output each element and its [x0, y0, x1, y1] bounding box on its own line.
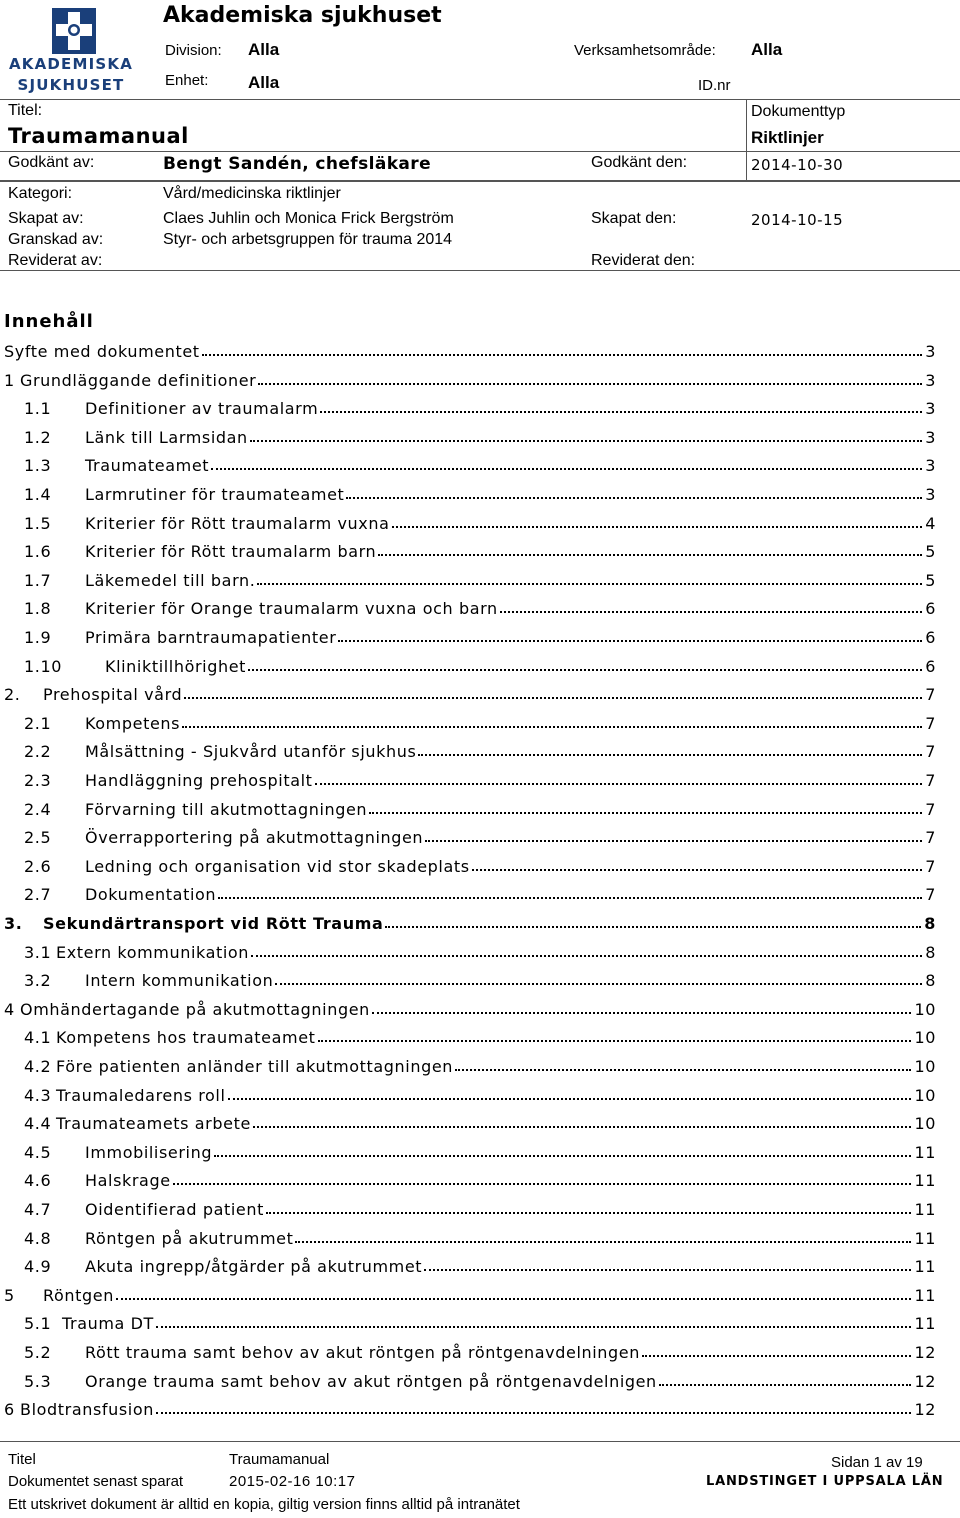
- toc-entry[interactable]: [24, 623, 936, 647]
- toc-entry-title: Rött trauma samt behov av akut röntgen på röntgenavdelningen: [85, 1343, 640, 1362]
- toc-entry-title: Kliniktillhörighet: [105, 656, 247, 676]
- toc-leader-dots: [346, 497, 922, 499]
- toc-entry-number: 1: [4, 370, 15, 390]
- toc-entry[interactable]: [4, 1281, 936, 1305]
- toc-entry[interactable]: [24, 823, 936, 847]
- toc-entry[interactable]: [24, 480, 936, 504]
- toc-entry[interactable]: [4, 337, 936, 361]
- toc-leader-dots: [425, 840, 922, 842]
- logo-text-line1: AKADEMISKA: [8, 55, 134, 73]
- toc-leader-dots: [251, 955, 922, 957]
- toc-entry-number: 1.2: [24, 427, 52, 447]
- footer-titel-label: Titel: [8, 1451, 36, 1468]
- division-label: Division:: [165, 42, 222, 59]
- toc-entry-number: 3.1: [24, 942, 52, 962]
- toc-entry[interactable]: [24, 1252, 936, 1276]
- toc-entry[interactable]: [24, 1367, 936, 1391]
- toc-entry[interactable]: [24, 1224, 936, 1248]
- toc-leader-dots: [642, 1355, 911, 1357]
- toc-entry[interactable]: [24, 1023, 936, 1047]
- toc-entry-number: 4.8: [24, 1228, 52, 1248]
- toc-entry-title: Läkemedel till barn.: [85, 570, 256, 590]
- toc-entry-page: 5: [925, 570, 936, 590]
- toc-leader-dots: [257, 583, 922, 585]
- toc-entry-title: Kriterier för Rött traumalarm vuxna: [85, 513, 390, 533]
- toc-entry-title: Extern kommunikation: [56, 942, 250, 962]
- toc-leader-dots: [369, 812, 922, 814]
- toc-entry[interactable]: [24, 652, 936, 676]
- toc-entry-number: 1.3: [24, 456, 52, 476]
- header-divider-3: [0, 180, 960, 182]
- toc-leader-dots: [184, 697, 922, 699]
- toc-entry-title: Kompetens: [85, 713, 181, 733]
- toc-entry-page: 6: [925, 599, 936, 619]
- toc-entry[interactable]: [24, 1166, 936, 1190]
- toc-entry-page: 8: [925, 942, 936, 962]
- enhet-label: Enhet:: [165, 72, 209, 89]
- toc-leader-dots: [202, 354, 923, 356]
- toc-entry[interactable]: [4, 909, 936, 933]
- skapat-av-value: Claes Juhlin och Monica Frick Bergström: [163, 210, 454, 227]
- toc-entry-number: 1.4: [24, 485, 52, 504]
- toc-entry-page: 11: [914, 1314, 936, 1334]
- toc-entry-title: Immobilisering: [85, 1142, 213, 1162]
- toc-entry-page: 8: [925, 971, 936, 991]
- reviderat-av-label: Reviderat av:: [8, 252, 103, 269]
- toc-entry[interactable]: [24, 1338, 936, 1362]
- toc-leader-dots: [315, 783, 923, 785]
- organization-title: Akademiska sjukhuset: [163, 3, 442, 28]
- skapat-den-value: 2014-10-15: [751, 211, 844, 229]
- toc-leader-dots: [295, 1241, 911, 1243]
- toc-entry-title: Traumaledarens roll: [56, 1085, 226, 1105]
- toc-entry-title: Förvarning till akutmottagningen: [85, 799, 368, 819]
- toc-entry-title: Dokumentation: [85, 885, 217, 905]
- toc-leader-dots: [173, 1183, 912, 1185]
- enhet-value: Alla: [248, 73, 280, 92]
- toc-leader-dots: [392, 526, 923, 528]
- toc-entry-number: 4.5: [24, 1142, 52, 1162]
- toc-entry-title: Grundläggande definitioner: [20, 370, 257, 390]
- toc-entry-number: 4.6: [24, 1171, 52, 1191]
- toc-leader-dots: [455, 1069, 911, 1071]
- toc-entry-title: Primära barntraumapatienter: [85, 628, 337, 647]
- toc-entry-number: 2.4: [24, 799, 52, 819]
- toc-leader-dots: [156, 1326, 912, 1328]
- doktyp-label: Dokumenttyp: [751, 103, 846, 120]
- doktyp-value: Riktlinjer: [751, 128, 824, 147]
- footer-saved-value: 2015-02-16 10:17: [229, 1473, 356, 1490]
- verksamhet-value: Alla: [751, 40, 783, 59]
- toc-entry[interactable]: [24, 795, 936, 819]
- toc-entry[interactable]: [24, 1109, 936, 1133]
- toc-leader-dots: [218, 897, 922, 899]
- toc-leader-dots: [214, 1155, 911, 1157]
- toc-entry-title: Prehospital vård: [43, 685, 183, 705]
- toc-entry[interactable]: [24, 737, 936, 761]
- division-value: Alla: [248, 40, 280, 59]
- toc-entry-number: 2.6: [24, 856, 52, 876]
- toc-leader-dots: [500, 611, 922, 613]
- toc-entry-number: 1.6: [24, 542, 52, 562]
- toc-entry-title: Oidentifierad patient: [85, 1200, 264, 1219]
- toc-leader-dots: [156, 1412, 911, 1414]
- godkant-den-label: Godkänt den:: [591, 154, 688, 171]
- toc-entry-page: 10: [914, 1114, 936, 1134]
- toc-entry[interactable]: [24, 766, 936, 790]
- toc-entry-page: 3: [925, 456, 936, 476]
- document-title: Traumamanual: [8, 124, 189, 148]
- header-vertical-divider: [746, 99, 747, 180]
- toc-entry-title: Överrapportering på akutmottagningen: [85, 828, 424, 848]
- header-divider-2: [0, 151, 960, 152]
- toc-entry[interactable]: [24, 709, 936, 733]
- toc-leader-dots: [253, 1126, 912, 1128]
- toc-entry-page: 10: [914, 1028, 936, 1048]
- toc-entry[interactable]: [24, 594, 936, 618]
- toc-entry[interactable]: [24, 509, 936, 533]
- toc-entry-title: Sekundärtransport vid Rött Trauma: [43, 914, 384, 933]
- toc-entry-title: Röntgen: [43, 1285, 114, 1305]
- toc-entry[interactable]: [24, 1309, 936, 1333]
- godkant-av-value: Bengt Sandén, chefsläkare: [163, 154, 432, 174]
- kategori-value: Vård/medicinska riktlinjer: [163, 185, 341, 202]
- toc-entry[interactable]: [24, 966, 936, 990]
- toc-entry-number: 4.2: [24, 1057, 52, 1076]
- granskad-value: Styr- och arbetsgruppen för trauma 2014: [163, 231, 453, 248]
- granskad-label: Granskad av:: [8, 231, 104, 248]
- toc-entry-page: 4: [925, 513, 936, 533]
- page-indicator: Sidan 1 av 19: [831, 1454, 923, 1471]
- toc-entry-number: 1.9: [24, 628, 52, 647]
- toc-entry-page: 7: [925, 742, 936, 762]
- kategori-label: Kategori:: [8, 185, 73, 202]
- toc-leader-dots: [338, 640, 922, 642]
- toc-entry-number: 2.2: [24, 742, 52, 762]
- toc-entry-number: 1.1: [24, 399, 52, 419]
- toc-entry-page: 7: [925, 713, 936, 733]
- toc-entry[interactable]: [4, 366, 936, 390]
- toc-entry[interactable]: [4, 1395, 936, 1419]
- toc-entry-title: Syfte med dokumentet: [4, 342, 200, 361]
- hospital-logo: [6, 8, 136, 98]
- toc-entry-title: Definitioner av traumalarm: [85, 399, 319, 419]
- toc-leader-dots: [424, 1269, 911, 1271]
- toc-entry-title: Trauma DT: [62, 1314, 154, 1334]
- titel-label: Titel:: [8, 102, 43, 119]
- toc-entry[interactable]: [24, 451, 936, 475]
- toc-entry-title: Kriterier för Rött traumalarm barn: [85, 542, 377, 562]
- toc-leader-dots: [250, 440, 922, 442]
- godkant-av-label: Godkänt av:: [8, 154, 95, 171]
- toc-entry-page: 10: [914, 1057, 936, 1076]
- toc-entry-page: 3: [925, 370, 936, 390]
- toc-entry-number: 3.2: [24, 971, 52, 991]
- county-name: LANDSTINGET I UPPSALA LÄN: [706, 1474, 944, 1489]
- toc-entry-page: 11: [914, 1257, 936, 1277]
- toc-entry-number: 2.7: [24, 885, 52, 905]
- toc-leader-dots: [258, 383, 922, 385]
- toc-entry-title: Omhändertagande på akutmottagningen: [20, 999, 370, 1019]
- toc-entry-page: 3: [925, 485, 936, 504]
- toc-entry-title: Orange trauma samt behov av akut röntgen på röntgenavdelnigen: [85, 1371, 657, 1391]
- toc-entry-number: 6: [4, 1400, 15, 1420]
- logo-text-line2: SJUKHUSET: [17, 76, 125, 94]
- header-divider-1: [0, 99, 960, 100]
- toc-entry-title: Röntgen på akutrummet: [85, 1228, 294, 1248]
- toc-entry-number: 4.9: [24, 1257, 52, 1277]
- footer-disclaimer: Ett utskrivet dokument är alltid en kopia, giltig version finns alltid på intranätet: [8, 1496, 520, 1513]
- toc-entry-number: 4.7: [24, 1200, 52, 1219]
- toc-entry-number: 4: [4, 999, 15, 1019]
- toc-entry-number: 5.2: [24, 1343, 52, 1362]
- toc-entry[interactable]: [24, 938, 936, 962]
- toc-entry-page: 7: [925, 828, 936, 848]
- toc-entry-page: 10: [914, 1085, 936, 1105]
- toc-entry-page: 10: [914, 999, 936, 1019]
- footer-divider: [0, 1441, 960, 1442]
- toc-entry-page: 7: [925, 771, 936, 790]
- toc-leader-dots: [318, 1040, 912, 1042]
- toc-entry-title: Blodtransfusion: [20, 1400, 154, 1420]
- toc-entry-title: Intern kommunikation: [85, 971, 274, 991]
- toc-leader-dots: [378, 554, 922, 556]
- toc-leader-dots: [211, 468, 922, 470]
- toc-entry-number: 2.5: [24, 828, 52, 848]
- skapat-den-label: Skapat den:: [591, 210, 677, 227]
- toc-entry-number: 3.: [4, 914, 23, 933]
- toc-entry-page: 3: [925, 399, 936, 419]
- toc-entry-title: Larmrutiner för traumateamet: [85, 485, 345, 504]
- toc-entry-page: 7: [925, 856, 936, 876]
- toc-entry-number: 4.3: [24, 1085, 52, 1105]
- toc-entry-page: 12: [914, 1400, 936, 1420]
- toc-entry-title: Handläggning prehospitalt: [85, 771, 313, 790]
- toc-entry-title: Kriterier för Orange traumalarm vuxna och barn: [85, 599, 498, 619]
- toc-entry-page: 3: [925, 427, 936, 447]
- toc-entry-page: 12: [914, 1371, 936, 1391]
- meta-divider: [0, 270, 960, 271]
- toc-entry-page: 12: [914, 1343, 936, 1362]
- toc-entry[interactable]: [4, 680, 936, 704]
- toc-entry-number: 1.7: [24, 570, 52, 590]
- toc-entry-number: 1.8: [24, 599, 52, 619]
- toc-leader-dots: [266, 1212, 911, 1214]
- id-label: ID.nr: [698, 77, 731, 94]
- toc-entry-number: 4.1: [24, 1028, 52, 1048]
- toc-entry-title: Halskrage: [85, 1171, 171, 1191]
- toc-entry-page: 6: [925, 656, 936, 676]
- toc-entry-title: Före patienten anländer till akutmottagningen: [56, 1057, 454, 1076]
- toc-entry-page: 7: [925, 799, 936, 819]
- toc-entry-title: Målsättning - Sjukvård utanför sjukhus: [85, 742, 417, 762]
- toc-entry-number: 2.: [4, 685, 21, 705]
- toc-entry-page: 3: [925, 342, 936, 361]
- toc-entry-page: 7: [925, 885, 936, 905]
- toc-entry[interactable]: [4, 995, 936, 1019]
- toc-entry-title: Traumateamet: [85, 456, 210, 476]
- toc-leader-dots: [182, 726, 922, 728]
- toc-entry-title: Akuta ingrepp/åtgärder på akutrummet: [85, 1257, 423, 1277]
- toc-entry[interactable]: [24, 423, 936, 447]
- toc-entry-page: 5: [925, 542, 936, 562]
- toc-entry-page: 7: [925, 685, 936, 705]
- toc-leader-dots: [659, 1384, 912, 1386]
- toc-entry-page: 6: [925, 628, 936, 647]
- toc-entry[interactable]: [24, 852, 936, 876]
- toc-entry[interactable]: [24, 1081, 936, 1105]
- toc-entry-page: 11: [914, 1285, 936, 1305]
- toc-entry-number: 5: [4, 1285, 15, 1305]
- verksamhet-label: Verksamhetsområde:: [574, 42, 716, 59]
- toc-entry-number: 5.3: [24, 1371, 52, 1391]
- toc-entry-number: 4.4: [24, 1114, 52, 1134]
- toc-leader-dots: [385, 926, 921, 928]
- toc-leader-dots: [320, 411, 922, 413]
- toc-entry-number: 2.1: [24, 713, 52, 733]
- toc-entry[interactable]: [24, 1195, 936, 1219]
- toc-leader-dots: [275, 983, 922, 985]
- toc-leader-dots: [418, 754, 922, 756]
- toc-entry-page: 11: [914, 1228, 936, 1248]
- toc-entry[interactable]: [24, 394, 936, 418]
- toc-entry[interactable]: [24, 1052, 936, 1076]
- footer-saved-label: Dokumentet senast sparat: [8, 1473, 184, 1490]
- toc-entry-title: Traumateamets arbete: [56, 1114, 251, 1134]
- reviderat-den-label: Reviderat den:: [591, 252, 696, 269]
- toc-leader-dots: [228, 1098, 912, 1100]
- toc-entry-page: 8: [924, 914, 936, 933]
- footer-titel-value: Traumamanual: [229, 1451, 330, 1468]
- toc-entry[interactable]: [24, 566, 936, 590]
- cross-shield-icon: [52, 8, 96, 54]
- toc-entry-number: 5.1: [24, 1314, 52, 1334]
- toc-entry-title: Ledning och organisation vid stor skadeplats: [85, 856, 470, 876]
- toc-entry-number: 1.5: [24, 513, 52, 533]
- toc-entry[interactable]: [24, 880, 936, 904]
- toc-leader-dots: [116, 1298, 911, 1300]
- toc-leader-dots: [472, 869, 923, 871]
- toc-entry-number: 2.3: [24, 771, 52, 790]
- toc-entry[interactable]: [24, 537, 936, 561]
- toc-heading: Innehåll: [4, 311, 94, 332]
- godkant-den-value: 2014-10-30: [751, 156, 844, 174]
- toc-entry-page: 11: [914, 1200, 936, 1219]
- toc-entry-title: Kompetens hos traumateamet: [56, 1028, 316, 1048]
- toc-entry-number: 1.10: [24, 656, 63, 676]
- toc-entry-title: Länk till Larmsidan: [85, 427, 248, 447]
- toc-leader-dots: [248, 669, 922, 671]
- skapat-av-label: Skapat av:: [8, 210, 84, 227]
- toc-entry-page: 11: [914, 1171, 936, 1191]
- toc-leader-dots: [372, 1012, 912, 1014]
- toc-entry-page: 11: [914, 1142, 936, 1162]
- toc-entry[interactable]: [24, 1138, 936, 1162]
